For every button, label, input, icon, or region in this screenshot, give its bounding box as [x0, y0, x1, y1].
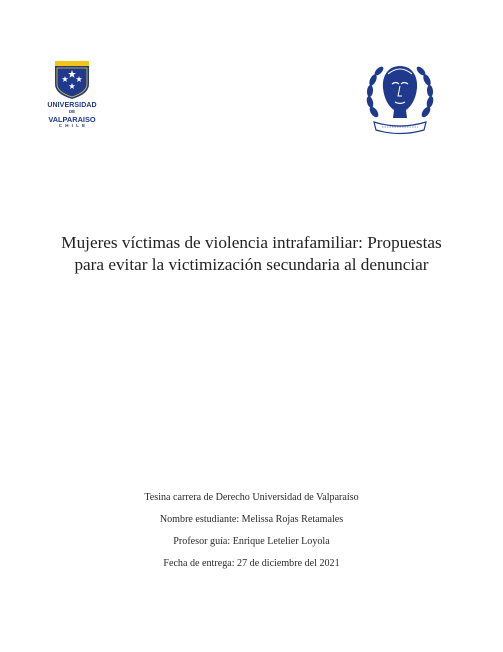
thesis-program: Tesina carrera de Derecho Universidad de Valparaíso [144, 492, 359, 503]
logo-text-de: DE [68, 109, 76, 114]
logo-text-chile: CHILE [58, 122, 89, 128]
university-logo [40, 60, 104, 136]
advisor-name: Profesor guía: Enrique Letelier Loyola [173, 536, 330, 547]
university-shield-icon [54, 60, 90, 100]
title-line-1: Mujeres víctimas de violencia intrafamiliar: Propuestas [61, 233, 442, 252]
thesis-info [40, 491, 463, 579]
student-name: Nombre estudiante: Melissa Rojas Retamales [159, 514, 344, 525]
logo-text-valparaiso: VALPARAISO [48, 114, 96, 124]
title-line-2: para evitar la victimización secundaria al denunciar [74, 255, 429, 274]
submission-date: Fecha de entrega: 27 de diciembre del 2021 [163, 558, 340, 569]
logo-text-universidad: UNIVERSIDAD [47, 102, 97, 109]
thesis-title [40, 232, 463, 276]
faculty-seal-icon [364, 60, 436, 136]
